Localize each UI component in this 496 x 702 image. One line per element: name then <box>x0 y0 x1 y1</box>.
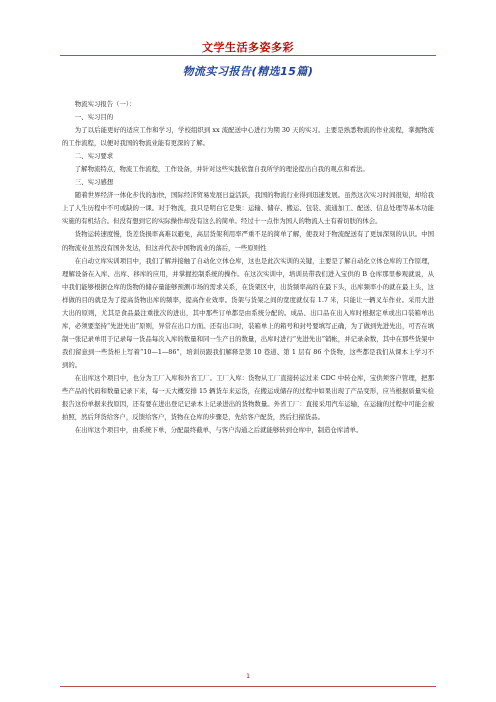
report-heading: 物流实习报告（一）： <box>74 100 136 108</box>
page-number: 1 <box>246 673 250 680</box>
section-heading-purpose: 一、实习目的 <box>74 113 114 122</box>
paragraph: 在自动立库实训项目中，我们了解并接触了自动化立体仓库，这也是此次实训的关键，主要是了解自动化立体仓库的工作原理，理解设备在入库、出库、移库的应用，并掌握控制系统的操作。在这次实训中，培训员带我们进入宝供的 B 仓库那里参观就说，从中我们能够根据仓库的货物的储存量能够预测市场的需求关系，在货架区中，出货频率高的在最下头，出库频率小的就在最上头，这样做的目的就是为了提高货物出库的频率，提高作业效率。货架与货架之间的宽度就仅有 1.7 米，只能让一辆叉车作业。采用大进大出的原则，尤其是食品最注重批次的进出，其中那些订单都是由系统分配的。成品、出口品在出入库时根据定单或出口装箱单出库，必须要坚持“先进先出”原则，异常在出口方面。还有出口时，装箱单上的箱号和封号要填写正确，为了做到先进先出，可否在填制一张记录单用于记录每一货品每次入库的数量和同一生产日的数量，出库时进行“先进先出”销帐，并记录余数，其中在那些货架中我们留意到一些货柜上写着“10—1—86”，培训员跟我们解释是第 10 巷道、第 1 层有 86 个货物，这些都是我们从课本上学习不到的。 <box>62 256 434 369</box>
header-divider <box>60 55 436 56</box>
site-title: 文学生活多姿多彩 <box>202 41 294 54</box>
document-title: 物流实习报告(精选15篇) <box>182 65 314 78</box>
section-heading-impressions: 三、实习感想 <box>74 178 114 187</box>
paragraph: 货物运转速度慢，货差货损率高难以避免，高层货架利用率严重不足的简单了解，使我对于物流配送有了更加深刻的认识。中国的物流业虽然没有国外发达，但这并代表中国物流业的落后，一些原则性 <box>62 230 434 252</box>
footer-divider <box>60 686 436 687</box>
paragraph: 在出库这个项目中，由系统下单，分配最终截单，与客户沟通之后就能够转到仓库中，制造仓库清单。 <box>74 426 363 435</box>
page-header <box>0 36 496 55</box>
paragraph: 随着世界经济一体化步伐的加快，国际经济贸易发展日益活跃，我国的物流行业得到迅速发展。虽然这次实习时间很短，却给我上了人生历程中不可或缺的一课。对于物流，我只是明白它是集：运输、储存、搬运、包装、流通加工、配送、信息处理等基本功能实施的有机结合。但没有想到它的实际操作却没有这么的简单。经过十一点作为国人的物流人士有着切肤的体会。 <box>62 191 434 226</box>
document-body <box>62 98 434 437</box>
section-heading-requirements: 二、实习要求 <box>74 152 114 161</box>
paragraph: 为了以后能更好的适应工作和学习，学校组织到 xx 流配送中心进行为期 30 天的实习。主要是熟悉物流的作业流程，掌握物流的工作流程，以便对我国的物流业能有更深的了解。 <box>62 126 434 148</box>
paragraph: 了解物流特点，物流工作流程，工作设备，并针对这些实践依靠自我所学的理论提出自我的观点和看法。 <box>74 165 369 174</box>
paragraph: 在出库这个项目中，也分为工厂入库和外省工厂。工厂入库：货物从工厂直接转运过来 CDC 中转仓库，宝供须客户管理，把那些产品的代码和数量记录下来，每一天大概安排 15 辆货车来运货，在搬运成储存的过程中如果出现了产品变形，应当根据质量实检报告这份单据来找原因，还有要在进出登记记录本上记录进出的货物数量。外省工厂：直接采用汽车运输，在运输的过程中可能会被拍照，然后拜货给客户，反馈给客户，货物在仓库的步骤是，先给客户配货，然后扫描货品。 <box>62 373 434 422</box>
